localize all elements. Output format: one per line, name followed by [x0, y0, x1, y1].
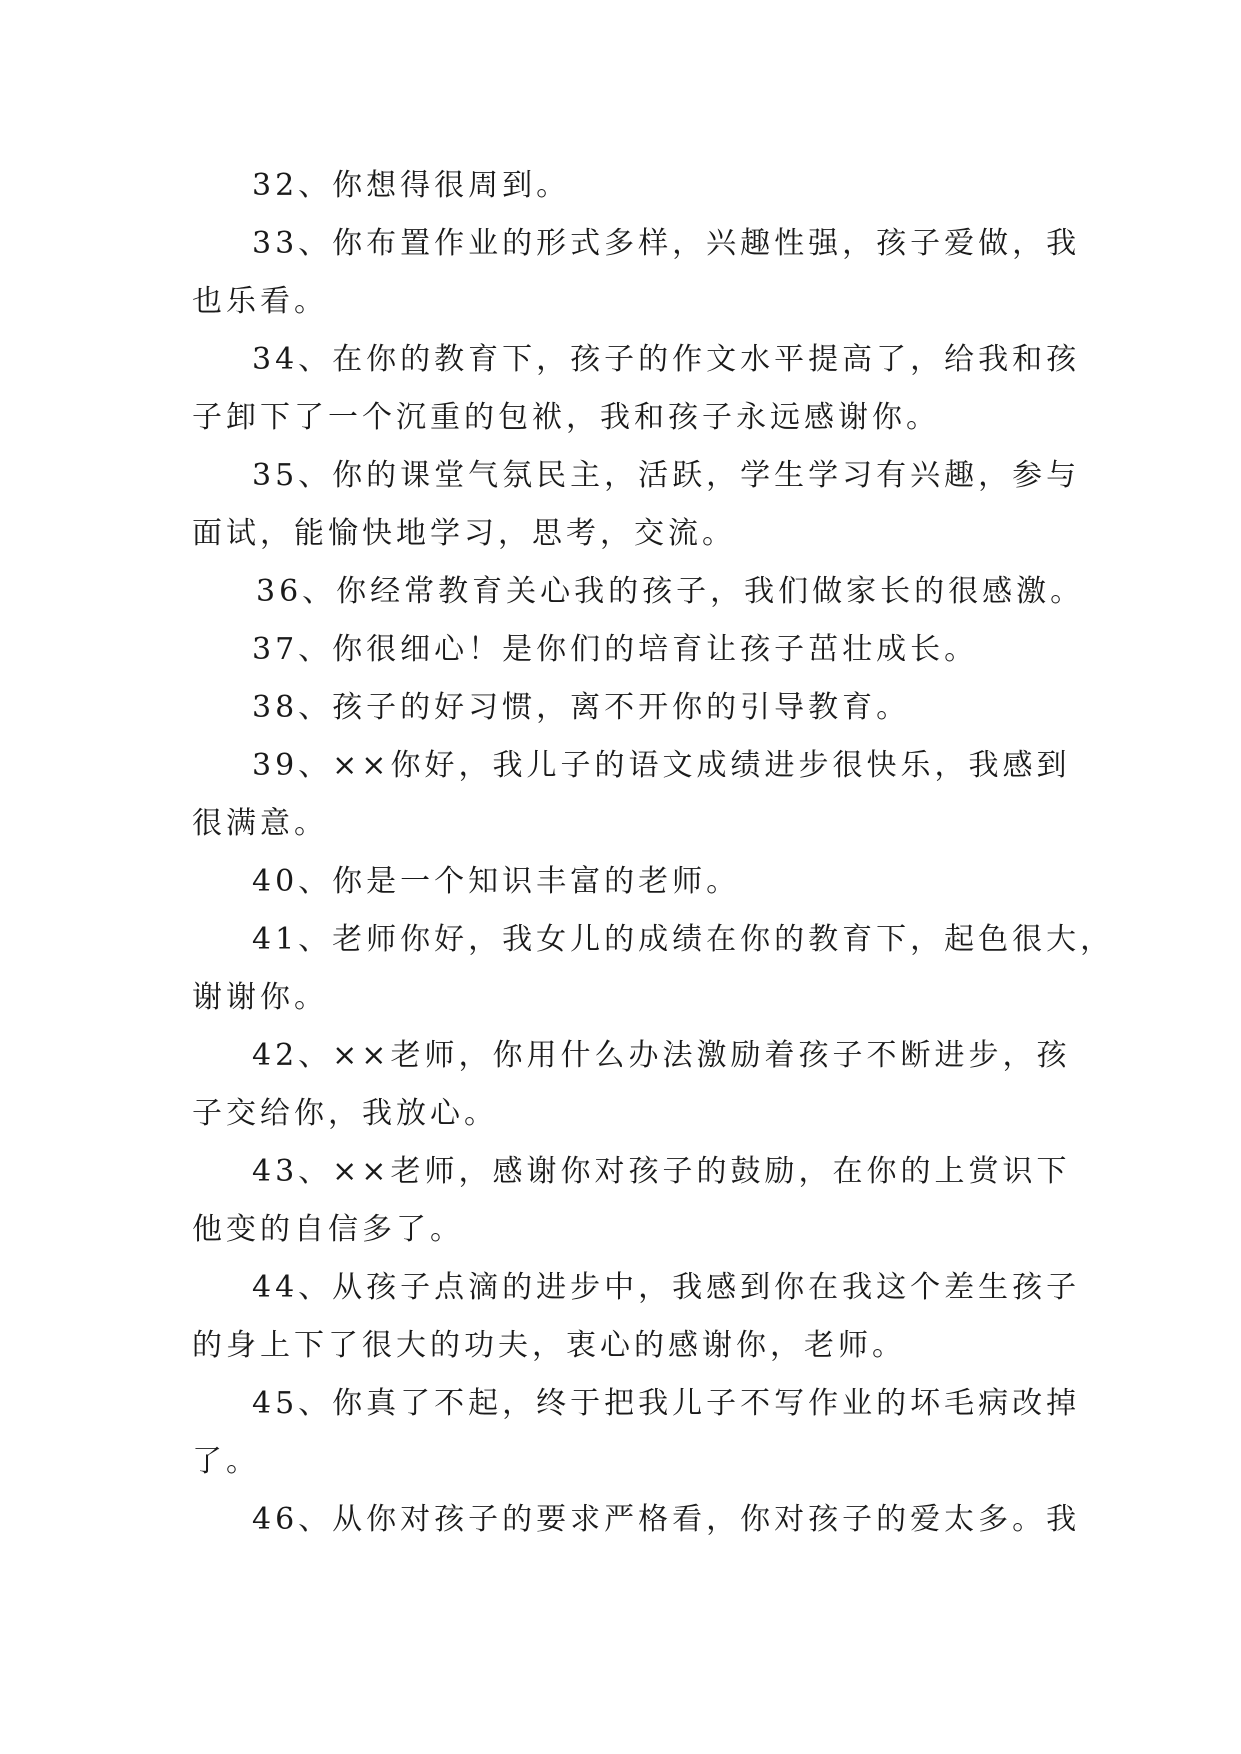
item-32-line-1: 32、你想得很周到。 [252, 168, 571, 203]
item-42-line-2: 子交给你，我放心。 [192, 1096, 498, 1131]
item-33-line-1: 33、你布置作业的形式多样，兴趣性强，孩子爱做，我 [252, 226, 1081, 261]
item-42-line-1: 42、××老师，你用什么办法激励着孩子不断进步，孩 [252, 1038, 1071, 1073]
item-41-line-1: 41、老师你好，我女儿的成绩在你的教育下，起色很大， [252, 922, 1115, 957]
item-45-line-2: 了。 [192, 1444, 260, 1479]
item-37-line-1: 37、你很细心！是你们的培育让孩子茁壮成长。 [252, 632, 979, 667]
item-46-line-1: 46、从你对孩子的要求严格看，你对孩子的爱太多。我 [252, 1502, 1081, 1537]
item-43-line-2: 他变的自信多了。 [192, 1212, 464, 1247]
item-39-line-2: 很满意。 [192, 806, 328, 841]
item-44-line-1: 44、从孩子点滴的进步中，我感到你在我这个差生孩子 [252, 1270, 1081, 1305]
item-34-line-2: 子卸下了一个沉重的包袱，我和孩子永远感谢你。 [192, 400, 940, 435]
item-34-line-1: 34、在你的教育下，孩子的作文水平提高了，给我和孩 [252, 342, 1081, 377]
item-39-line-1: 39、××你好，我儿子的语文成绩进步很快乐，我感到 [252, 748, 1071, 783]
item-38-line-1: 38、孩子的好习惯，离不开你的引导教育。 [252, 690, 911, 725]
item-45-line-1: 45、你真了不起，终于把我儿子不写作业的坏毛病改掉 [252, 1386, 1081, 1421]
item-43-line-1: 43、××老师，感谢你对孩子的鼓励，在你的上赏识下 [252, 1154, 1071, 1189]
item-35-line-2: 面试，能愉快地学习，思考，交流。 [192, 516, 736, 551]
item-41-line-2: 谢谢你。 [192, 980, 328, 1015]
item-36-line-1: 36、你经常教育关心我的孩子，我们做家长的很感激。 [256, 574, 1085, 609]
item-40-line-1: 40、你是一个知识丰富的老师。 [252, 864, 741, 899]
item-44-line-2: 的身上下了很大的功夫，衷心的感谢你，老师。 [192, 1328, 906, 1363]
item-35-line-1: 35、你的课堂气氛民主，活跃，学生学习有兴趣，参与 [252, 458, 1081, 493]
item-33-line-2: 也乐看。 [192, 284, 328, 319]
